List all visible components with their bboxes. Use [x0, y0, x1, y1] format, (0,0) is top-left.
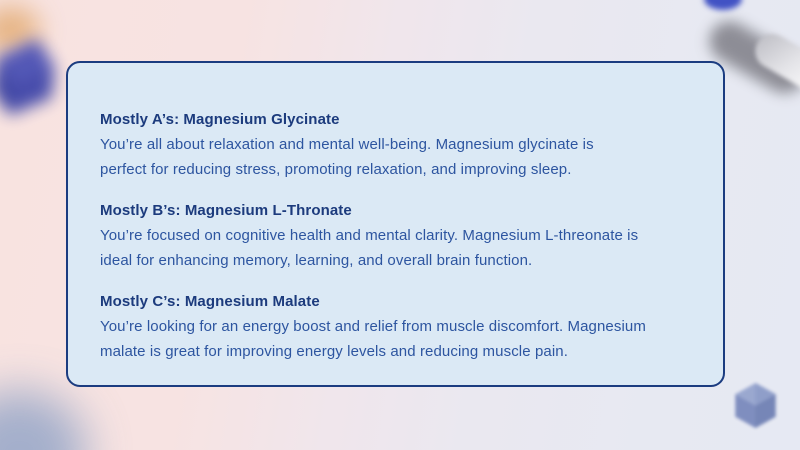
blue-cube-decoration	[732, 382, 779, 429]
result-section-mostly-a	[100, 107, 691, 182]
section-body-line: You’re all about relaxation and mental well-being. Magnesium glycinate is	[100, 136, 594, 153]
section-body-line: You’re focused on cognitive health and mental clarity. Magnesium L-threonate is	[100, 227, 639, 244]
pill-capsule-decoration	[749, 28, 800, 103]
blue-blob-decoration	[704, 0, 742, 10]
section-heading: Mostly A’s: Magnesium Glycinate	[100, 111, 340, 128]
section-body-line: ideal for enhancing memory, learning, and overall brain function.	[100, 252, 533, 269]
blurred-cube-decoration	[0, 34, 64, 120]
section-body-line: perfect for reducing stress, promoting relaxation, and improving sleep.	[100, 161, 572, 178]
section-body-line: You’re looking for an energy boost and relief from muscle discomfort. Magnesium	[100, 318, 646, 335]
section-body-line: malate is great for improving energy levels and reducing muscle pain.	[100, 343, 568, 360]
result-section-mostly-c	[100, 289, 691, 364]
section-heading: Mostly B’s: Magnesium L-Thronate	[100, 202, 352, 219]
section-heading: Mostly C’s: Magnesium Malate	[100, 293, 320, 310]
soft-blob-decoration	[0, 390, 87, 450]
orange-smudge-decoration	[0, 6, 40, 54]
result-section-mostly-b	[100, 198, 691, 273]
results-card	[66, 61, 725, 387]
